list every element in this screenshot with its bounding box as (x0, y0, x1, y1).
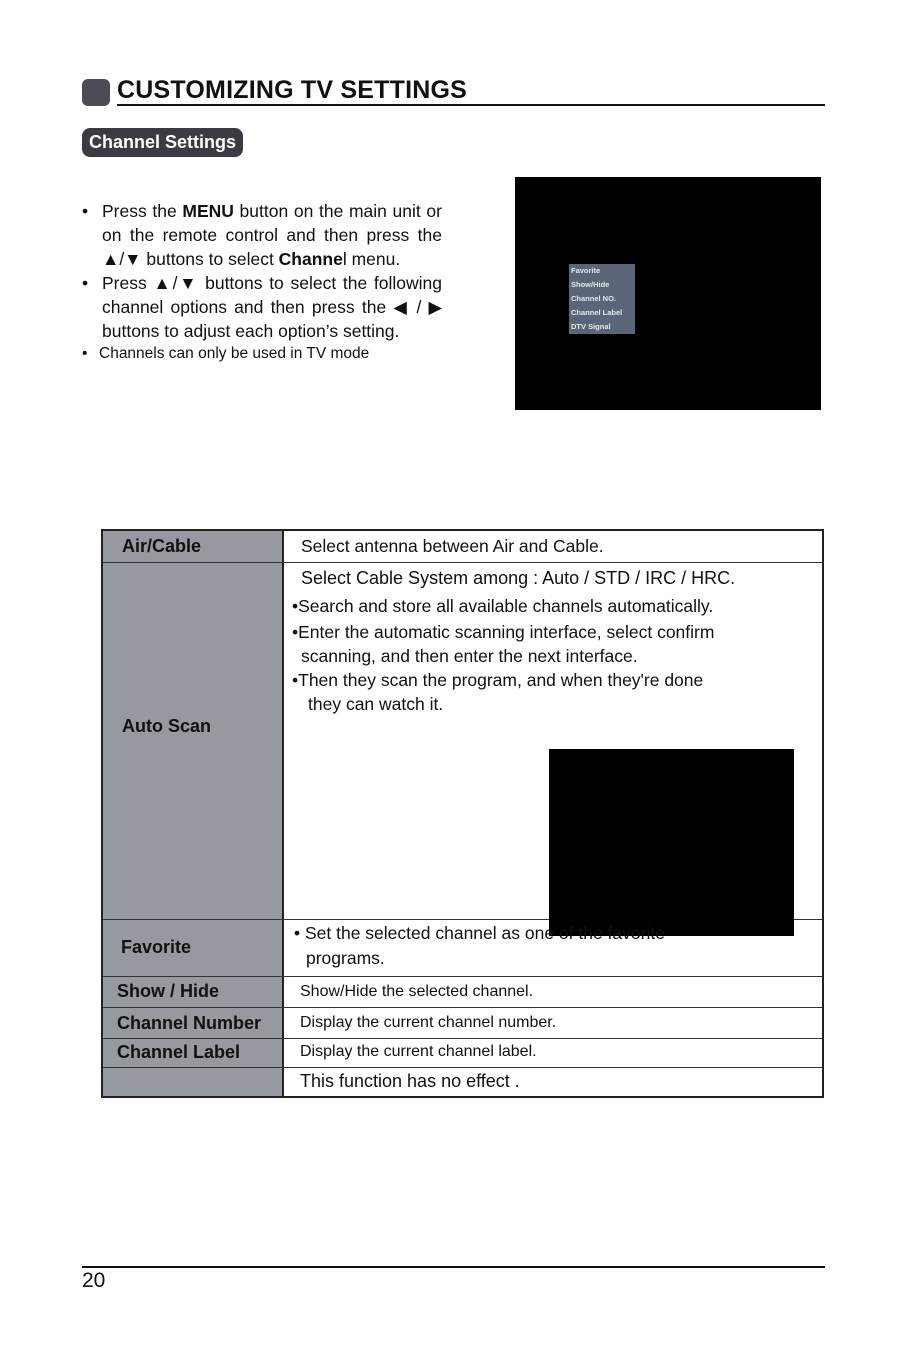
osd-item-dtv-signal: DTV Signal (571, 322, 611, 331)
row-description-line: scanning, and then enter the next interface. (301, 646, 638, 666)
row-description-line: programs. (306, 948, 385, 968)
osd-item-channel-label: Channel Label (571, 308, 623, 317)
section-title-badge: Channel Settings (82, 128, 243, 157)
table-row (103, 1068, 822, 1096)
instruction-2-text: Press ▲/▼ buttons to select the following channel options and then press the ◀ / ▶ buttons to adjust each option’s setting. (102, 273, 442, 341)
channel-osd-menu (569, 264, 635, 334)
bullet-dot: • (82, 201, 89, 221)
row-label: Show / Hide (117, 981, 220, 1001)
instruction-1-text-c: l menu. (342, 249, 401, 269)
row-description-cell (284, 531, 822, 562)
row-description: Display the current channel number. (300, 1014, 557, 1031)
menu-keyword: MENU (182, 201, 234, 221)
footer-divider (82, 1266, 825, 1268)
channel-settings-table (101, 529, 824, 1098)
row-description-cell (284, 1068, 822, 1096)
row-label: Air/Cable (122, 536, 202, 556)
row-description-cell (284, 1039, 822, 1067)
channel-keyword: Channe (278, 249, 343, 269)
row-label-cell (103, 1039, 284, 1067)
instruction-1-text-b: button on the main unit or on the remote control and then press the ▲/▼ buttons to select (102, 201, 442, 269)
row-label: Channel Label (117, 1042, 241, 1062)
section-header-icon (82, 79, 110, 106)
table-row (103, 977, 822, 1008)
table-row (103, 1039, 822, 1068)
row-label-cell (103, 1008, 284, 1038)
auto-scan-screenshot (549, 749, 794, 936)
row-description-line: •Enter the automatic scanning interface, select confirm (292, 622, 715, 642)
page-title: CUSTOMIZING TV SETTINGS (117, 76, 467, 104)
row-description: Select antenna between Air and Cable. (301, 536, 604, 556)
row-label: Channel Number (117, 1013, 262, 1033)
tv-menu-screenshot (515, 177, 821, 410)
instruction-item-2 (82, 271, 442, 343)
table-row (103, 1008, 822, 1039)
bullet-dot: • (82, 345, 88, 362)
row-label: Auto Scan (122, 716, 212, 736)
osd-item-favorite: Favorite (571, 266, 601, 275)
row-description-line: Select Cable System among : Auto / STD / IRC / HRC. (301, 568, 736, 588)
row-label-cell (103, 920, 284, 976)
row-description-line: •Then they scan the program, and when they're done (292, 670, 704, 690)
page-number: 20 (82, 1269, 106, 1292)
row-description-cell (284, 977, 822, 1007)
row-label-cell (103, 531, 284, 562)
row-description-line: • Set the selected channel as one of the favorite (294, 923, 665, 943)
table-row (103, 920, 822, 977)
row-description-cell (284, 920, 822, 976)
table-row (103, 563, 822, 920)
row-description-line: they can watch it. (308, 694, 444, 714)
osd-item-show-hide: Show/Hide (571, 280, 610, 289)
instruction-3-text: Channels can only be used in TV mode (99, 345, 370, 362)
instruction-1-text-a: Press the (102, 201, 183, 221)
row-description-cell (284, 1008, 822, 1038)
bullet-dot: • (82, 273, 89, 293)
row-description: Show/Hide the selected channel. (300, 983, 534, 1000)
row-label-cell (103, 563, 284, 919)
instructions-list (82, 199, 442, 365)
header-divider (117, 104, 825, 106)
row-description: This function has no effect . (300, 1071, 520, 1091)
instruction-item-1 (82, 199, 442, 271)
row-label: Favorite (121, 937, 192, 957)
instruction-item-3 (82, 343, 442, 365)
osd-item-channel-no: Channel NO. (571, 294, 617, 303)
table-row (103, 531, 822, 563)
row-description-line: •Search and store all available channels automatically. (292, 596, 714, 616)
row-label-cell (103, 1068, 284, 1096)
row-label-cell (103, 977, 284, 1007)
row-description: Display the current channel label. (300, 1043, 537, 1060)
